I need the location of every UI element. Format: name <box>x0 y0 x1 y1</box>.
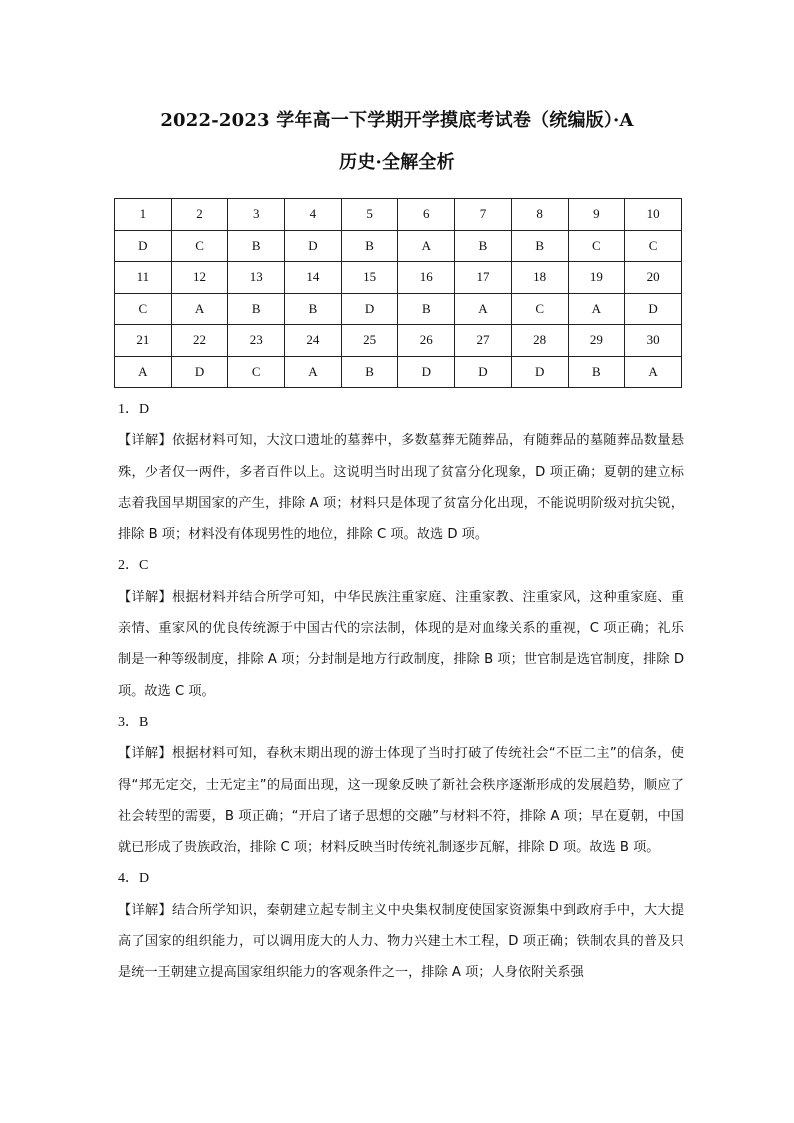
question-number-cell: 27 <box>455 325 512 357</box>
detail-tag: 【详解】 <box>118 746 172 762</box>
answer-cell: A <box>455 293 512 325</box>
answer-cell: D <box>511 356 568 388</box>
question-number-cell: 24 <box>285 325 342 357</box>
answer-cell: A <box>568 293 625 325</box>
question-number-cell: 9 <box>568 199 625 231</box>
question-number-cell: 19 <box>568 262 625 294</box>
explanation-text: 依据材料可知，大汶口遗址的墓葬中，多数墓葬无随葬品，有随葬品的墓随葬品数量悬殊，少者仅一两件，多者百件以上。这说明当时出现了贫富分化现象，D 项正确；夏朝的建立标志着我国早期国家的产生，排除 A 项；材料只是体现了贫富分化出现，不能说明阶级对抗尖锐，排除 B 项；材料没有体现男性的地位，排除 C 项。故选 D 项。 <box>118 433 685 543</box>
question-number: 3．B <box>118 714 149 730</box>
question-number-cell: 29 <box>568 325 625 357</box>
question-number-cell: 17 <box>455 262 512 294</box>
detail-tag: 【详解】 <box>118 902 172 918</box>
detail-tag: 【详解】 <box>118 589 172 605</box>
answer-cell: C <box>568 230 625 262</box>
answer-cell: D <box>455 356 512 388</box>
question-number-cell: 20 <box>625 262 682 294</box>
answer-cell: B <box>285 293 342 325</box>
question-number-cell: 8 <box>511 199 568 231</box>
explanation-text: 结合所学知识，秦朝建立起专制主义中央集权制度使国家资源集中到政府手中，大大提高了国家的组织能力，可以调用庞大的人力、物力兴建土木工程，D 项正确；铁制农具的普及只是统一王朝建立提高国家组织能力的客观条件之一，排除 A 项；人身依附关系强 <box>118 902 685 981</box>
question-block <box>118 707 684 863</box>
answer-cell: A <box>171 293 228 325</box>
answer-cell: B <box>228 230 285 262</box>
answer-cell: A <box>398 230 455 262</box>
answer-cell: B <box>511 230 568 262</box>
question-number-cell: 16 <box>398 262 455 294</box>
answer-cell: C <box>171 230 228 262</box>
explanation-text: 根据材料可知，春秋末期出现的游士体现了当时打破了传统社会“不臣二主”的信条，使得“邦无定交，士无定主”的局面出现，这一现象反映了新社会秩序逐渐形成的发展趋势，顺应了社会转型的需要，B 项正确；“开启了诸子思想的交融”与材料不符，排除 A 项；早在夏朝，中国就已形成了贵族政治，排除 C 项；材料反映当时传统礼制逐步瓦解，排除 D 项。故选 B 项。 <box>118 746 684 856</box>
answer-cell: D <box>341 293 398 325</box>
answer-row <box>115 356 682 388</box>
question-number-cell: 22 <box>171 325 228 357</box>
question-number-cell: 23 <box>228 325 285 357</box>
answer-cell: B <box>455 230 512 262</box>
question-number-cell: 3 <box>228 199 285 231</box>
answer-cell: B <box>568 356 625 388</box>
question-number-cell: 11 <box>115 262 172 294</box>
question-number-cell: 7 <box>455 199 512 231</box>
question-explanation <box>118 895 684 989</box>
question-number-cell: 13 <box>228 262 285 294</box>
question-number-cell: 28 <box>511 325 568 357</box>
question-number-cell: 4 <box>285 199 342 231</box>
answer-cell: C <box>511 293 568 325</box>
answer-cell: D <box>115 230 172 262</box>
question-number-cell: 10 <box>625 199 682 231</box>
question-number-row <box>115 325 682 357</box>
question-block <box>118 550 684 706</box>
answer-cell: D <box>171 356 228 388</box>
question-explanation <box>118 738 684 863</box>
answer-cell: B <box>228 293 285 325</box>
question-number: 2．C <box>118 558 149 574</box>
answer-cell: D <box>285 230 342 262</box>
answer-cell: D <box>625 293 682 325</box>
question-number-cell: 2 <box>171 199 228 231</box>
answer-cell: B <box>341 356 398 388</box>
answer-cell: B <box>398 293 455 325</box>
explanations <box>118 394 684 989</box>
detail-tag: 【详解】 <box>118 433 172 449</box>
answer-cell: A <box>115 356 172 388</box>
page-subtitle: 历史·全解全析 <box>339 152 455 173</box>
question-number-cell: 25 <box>341 325 398 357</box>
page-title: 2022-2023 学年高一下学期开学摸底考试卷（统编版）·A <box>160 110 634 131</box>
question-number: 4．D <box>118 871 150 887</box>
question-number-cell: 21 <box>115 325 172 357</box>
answer-row <box>115 293 682 325</box>
question-number-cell: 30 <box>625 325 682 357</box>
question-number: 1．D <box>118 402 150 417</box>
question-number-cell: 1 <box>115 199 172 231</box>
answer-table <box>114 198 682 388</box>
answer-cell: C <box>115 293 172 325</box>
question-number-cell: 14 <box>285 262 342 294</box>
explanation-text: 根据材料并结合所学可知，中华民族注重家庭、注重家教、注重家风，这种重家庭、重亲情、重家风的优良传统源于中国古代的宗法制，体现的是对血缘关系的重视，C 项正确；礼乐制是一种等级制度，排除 A 项；分封制是地方行政制度，排除 B 项；世官制是选官制度，排除 D 项。故选 C 项。 <box>118 589 685 699</box>
question-number-row <box>115 262 682 294</box>
answer-cell: A <box>285 356 342 388</box>
question-block <box>118 394 684 550</box>
question-block <box>118 863 684 988</box>
question-number-cell: 12 <box>171 262 228 294</box>
question-explanation <box>118 425 684 550</box>
question-explanation <box>118 582 684 707</box>
question-number-cell: 6 <box>398 199 455 231</box>
answer-cell: D <box>398 356 455 388</box>
question-number-cell: 15 <box>341 262 398 294</box>
question-number-cell: 26 <box>398 325 455 357</box>
question-number-cell: 5 <box>341 199 398 231</box>
question-number-cell: 18 <box>511 262 568 294</box>
answer-cell: B <box>341 230 398 262</box>
answer-cell: C <box>228 356 285 388</box>
answer-cell: A <box>625 356 682 388</box>
question-number-row <box>115 199 682 231</box>
answer-cell: C <box>625 230 682 262</box>
answer-row <box>115 230 682 262</box>
